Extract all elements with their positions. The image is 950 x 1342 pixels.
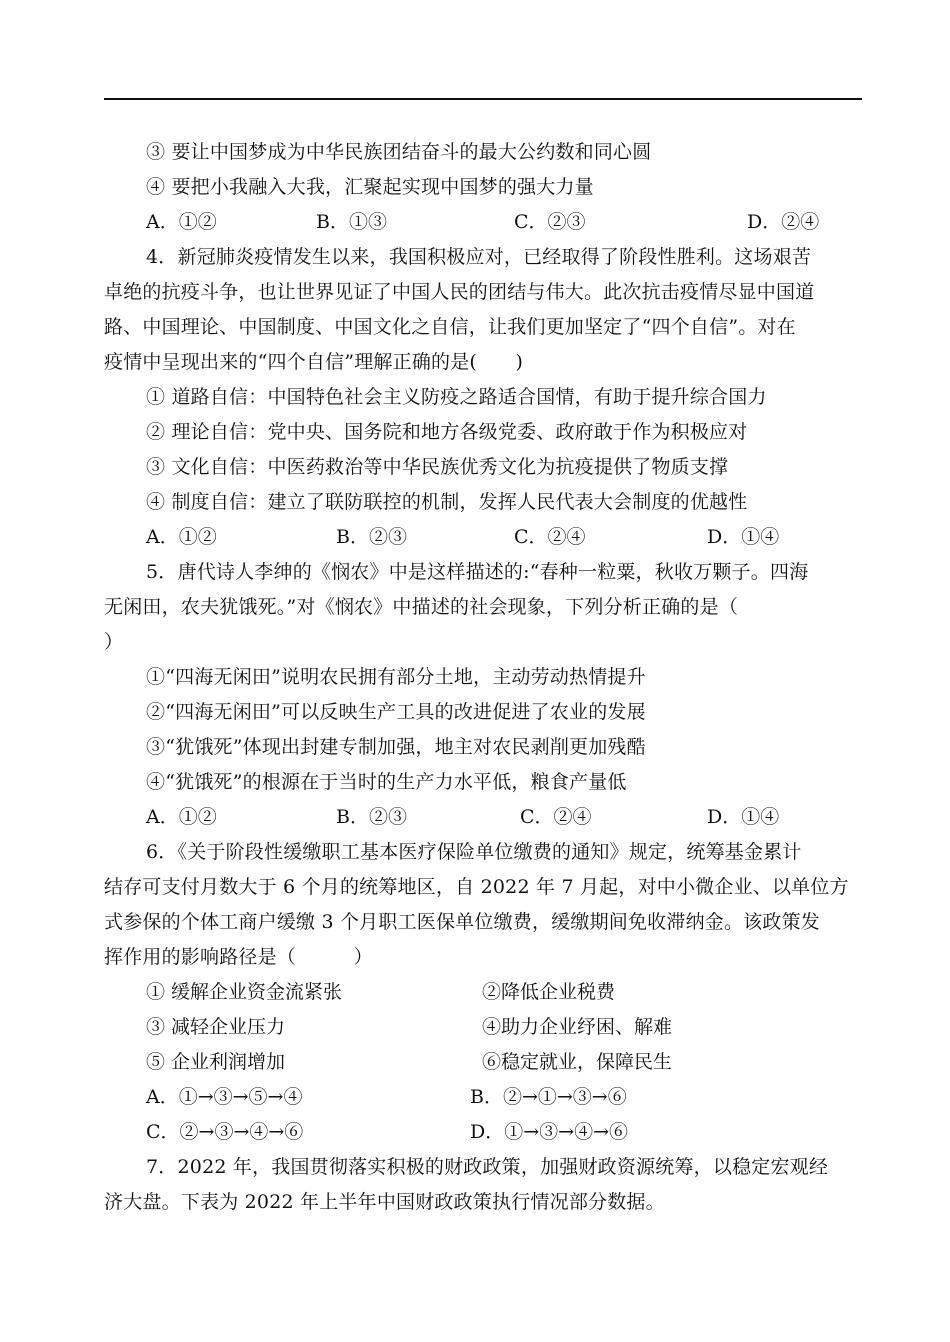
header-rule — [104, 98, 862, 100]
q3-item-4: ④ 要把小我融入大我，汇聚起实现中国梦的强大力量 — [146, 176, 594, 198]
q5-item-4: ④“犹饿死”的根源在于当时的生产力水平低，粮食产量低 — [146, 771, 627, 793]
q3-option-a: A．①② — [146, 211, 217, 233]
q3-option-b: B．①③ — [316, 211, 387, 233]
q5-item-1: ①“四海无闲田”说明农民拥有部分土地，主动劳动热情提升 — [146, 666, 646, 688]
q4-stem-line: 卓绝的抗疫斗争，也让世界见证了中国人民的团结与伟大。此次抗击疫情尽显中国道 — [104, 281, 815, 303]
q6-item-3: ③ 减轻企业压力 — [146, 1016, 286, 1038]
q5-stem-line: 无闲田，农夫犹饿死。”对《悯农》中描述的社会现象，下列分析正确的是（ — [104, 596, 739, 618]
q5-item-2: ②“四海无闲田”可以反映生产工具的改进促进了农业的发展 — [146, 701, 646, 723]
q5-option-c: C．②④ — [520, 806, 592, 828]
q7-stem-line: 济大盘。下表为 2022 年上半年中国财政政策执行情况部分数据。 — [104, 1191, 665, 1213]
q4-option-d: D．①④ — [707, 526, 780, 548]
q4-item-4: ④ 制度自信：建立了联防联控的机制，发挥人民代表大会制度的优越性 — [146, 491, 748, 513]
q6-item-6: ⑥稳定就业，保障民生 — [482, 1051, 673, 1073]
q6-stem-line: 挥作用的影响路径是（ ） — [104, 946, 373, 968]
q4-stem-line: 疫情中呈现出来的“四个自信”理解正确的是( ) — [104, 351, 524, 373]
q6-item-1: ① 缓解企业资金流紧张 — [146, 981, 343, 1003]
q6-option-a: A．①→③→⑤→④ — [146, 1086, 303, 1108]
q5-option-a: A．①② — [146, 806, 217, 828]
q5-option-d: D．①④ — [707, 806, 780, 828]
q4-option-c: C．②④ — [514, 526, 586, 548]
q6-item-2: ②降低企业税费 — [482, 981, 616, 1003]
q5-stem-line: 5．唐代诗人李绅的《悯农》中是这样描述的:“春种一粒粟，秋收万颗子。四海 — [146, 561, 809, 583]
q6-stem-line: 6．《关于阶段性缓缴职工基本医疗保险单位缴费的通知》规定，统筹基金累计 — [146, 841, 802, 863]
q4-stem-line: 4．新冠肺炎疫情发生以来，我国积极应对，已经取得了阶段性胜利。这场艰苦 — [146, 246, 812, 268]
q3-item-3: ③ 要让中国梦成为中华民族团结奋斗的最大公约数和同心圆 — [146, 141, 652, 163]
q4-item-1: ① 道路自信：中国特色社会主义防疫之路适合国情，有助于提升综合国力 — [146, 386, 767, 408]
q4-option-a: A．①② — [146, 526, 217, 548]
q6-option-b: B．②→①→③→⑥ — [470, 1086, 627, 1108]
q5-option-b: B．②③ — [336, 806, 407, 828]
q7-stem-line: 7．2022 年，我国贯彻落实积极的财政政策，加强财政资源统筹，以稳定宏观经 — [146, 1156, 829, 1178]
q4-stem-line: 路、中国理论、中国制度、中国文化之自信，让我们更加坚定了“四个自信”。对在 — [104, 316, 796, 338]
q6-item-5: ⑤ 企业利润增加 — [146, 1051, 286, 1073]
q3-option-c: C．②③ — [514, 211, 586, 233]
q6-option-c: C．②→③→④→⑥ — [146, 1121, 304, 1143]
q6-stem-line: 结存可支付月数大于 6 个月的统筹地区，自 2022 年 7 月起，对中小微企业、以单位方 — [104, 876, 849, 898]
q4-item-2: ② 理论自信：党中央、国务院和地方各级党委、政府敢于作为积极应对 — [146, 421, 748, 443]
q6-option-d: D．①→③→④→⑥ — [470, 1121, 628, 1143]
q5-item-3: ③“犹饿死”体现出封建专制加强，地主对农民剥削更加残酷 — [146, 736, 646, 758]
q4-option-b: B．②③ — [336, 526, 407, 548]
q4-item-3: ③ 文化自信：中医药救治等中华民族优秀文化为抗疫提供了物质支撑 — [146, 456, 729, 478]
q6-item-4: ④助力企业纾困、解难 — [482, 1016, 673, 1038]
q6-stem-line: 式参保的个体工商户缓缴 3 个月职工医保单位缴费，缓缴期间免收滞纳金。该政策发 — [104, 911, 820, 933]
q5-stem-line: ） — [104, 631, 124, 653]
q3-option-d: D．②④ — [747, 211, 820, 233]
